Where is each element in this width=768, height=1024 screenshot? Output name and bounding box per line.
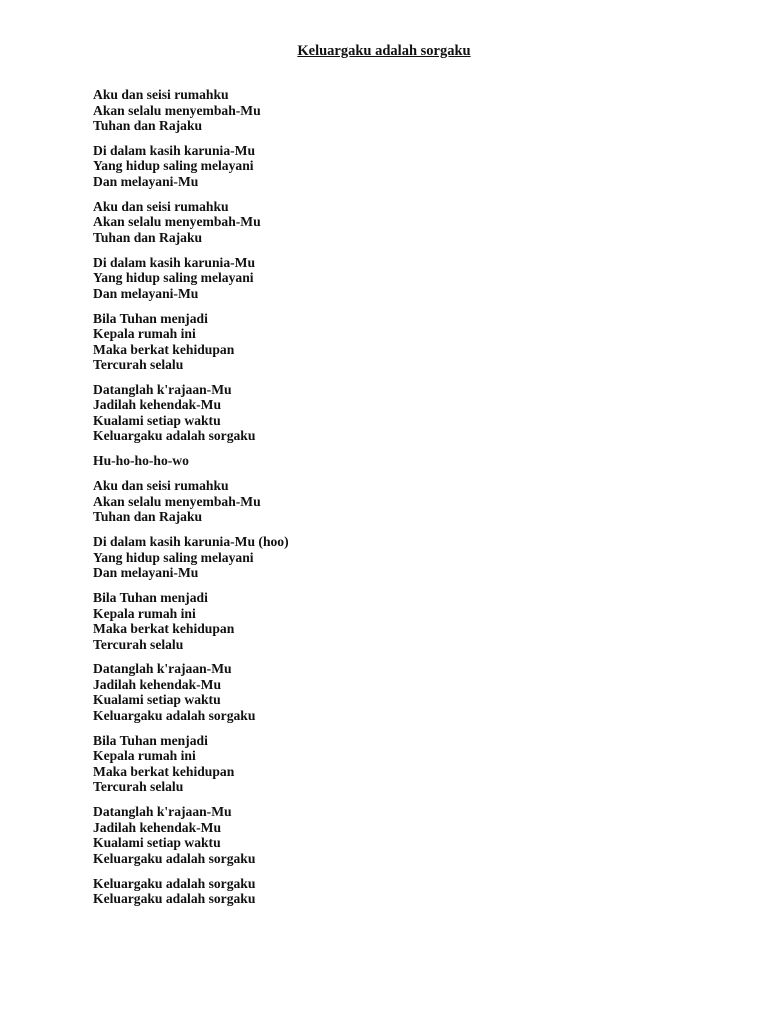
lyric-line: Bila Tuhan menjadi: [93, 732, 208, 748]
stanza: [93, 661, 693, 723]
lyric-line: Maka berkat kehidupan: [93, 621, 235, 637]
lyric-line: Akan selalu menyembah-Mu: [93, 102, 261, 118]
lyric-line: Keluargaku adalah sorgaku: [93, 850, 256, 866]
lyric-line: Maka berkat kehidupan: [93, 341, 235, 357]
lyric-line: Yang hidup saling melayani: [93, 270, 254, 286]
lyric-line: Jadilah kehendak-Mu: [93, 819, 222, 835]
lyric-line: Tuhan dan Rajaku: [93, 509, 203, 525]
stanza: [93, 311, 693, 373]
stanza: [93, 87, 693, 134]
lyric-line: Datanglah k'rajaan-Mu: [93, 804, 232, 820]
lyric-line: Jadilah kehendak-Mu: [93, 397, 222, 413]
lyric-line: Keluargaku adalah sorgaku: [93, 891, 256, 907]
lyric-line: Tercurah selalu: [93, 636, 184, 652]
stanza: [93, 534, 693, 581]
lyric-line: Keluargaku adalah sorgaku: [93, 875, 256, 891]
lyric-line: Kepala rumah ini: [93, 748, 196, 764]
lyric-line: Akan selalu menyembah-Mu: [93, 214, 261, 230]
lyric-line: Keluargaku adalah sorgaku: [93, 428, 256, 444]
lyric-line: Tercurah selalu: [93, 357, 184, 373]
lyric-line: Kualami setiap waktu: [93, 835, 221, 851]
lyric-line: Akan selalu menyembah-Mu: [93, 493, 261, 509]
lyric-line: Tuhan dan Rajaku: [93, 229, 203, 245]
lyric-line: Aku dan seisi rumahku: [93, 198, 229, 214]
lyric-line: Hu-ho-ho-ho-wo: [93, 453, 189, 469]
lyric-line: Yang hidup saling melayani: [93, 549, 254, 565]
stanza: [93, 382, 693, 444]
lyric-line: Tuhan dan Rajaku: [93, 118, 203, 133]
lyrics-body: [93, 87, 693, 916]
lyric-line: Dan melayani-Mu: [93, 565, 199, 581]
stanza: [93, 590, 693, 652]
stanza: [93, 255, 693, 302]
document-title: Keluargaku adalah sorgaku: [297, 43, 471, 59]
lyric-line: Di dalam kasih karunia-Mu: [93, 254, 256, 270]
stanza: [93, 199, 693, 246]
lyric-line: Keluargaku adalah sorgaku: [93, 707, 256, 723]
lyric-line: Kualami setiap waktu: [93, 692, 221, 708]
lyric-line: Jadilah kehendak-Mu: [93, 676, 222, 692]
stanza: [93, 478, 693, 525]
stanza: [93, 453, 693, 469]
lyric-line: Maka berkat kehidupan: [93, 763, 235, 779]
stanza: [93, 804, 693, 866]
lyric-line: Tercurah selalu: [93, 779, 184, 795]
lyric-line: Aku dan seisi rumahku: [93, 478, 229, 494]
lyric-line: Datanglah k'rajaan-Mu: [93, 381, 232, 397]
lyric-line: Di dalam kasih karunia-Mu: [93, 142, 256, 158]
stanza: [93, 733, 693, 795]
lyric-line: Kepala rumah ini: [93, 605, 196, 621]
stanza: [93, 876, 693, 907]
lyric-line: Dan melayani-Mu: [93, 285, 199, 301]
stanza: [93, 143, 693, 190]
lyric-line: Di dalam kasih karunia-Mu (hoo): [93, 534, 289, 550]
lyric-line: Dan melayani-Mu: [93, 173, 199, 189]
lyric-line: Aku dan seisi rumahku: [93, 87, 229, 102]
lyric-line: Bila Tuhan menjadi: [93, 590, 208, 606]
lyric-line: Yang hidup saling melayani: [93, 158, 254, 174]
lyric-line: Kepala rumah ini: [93, 326, 196, 342]
lyric-line: Bila Tuhan menjadi: [93, 310, 208, 326]
lyric-line: Kualami setiap waktu: [93, 412, 221, 428]
lyric-line: Datanglah k'rajaan-Mu: [93, 661, 232, 677]
